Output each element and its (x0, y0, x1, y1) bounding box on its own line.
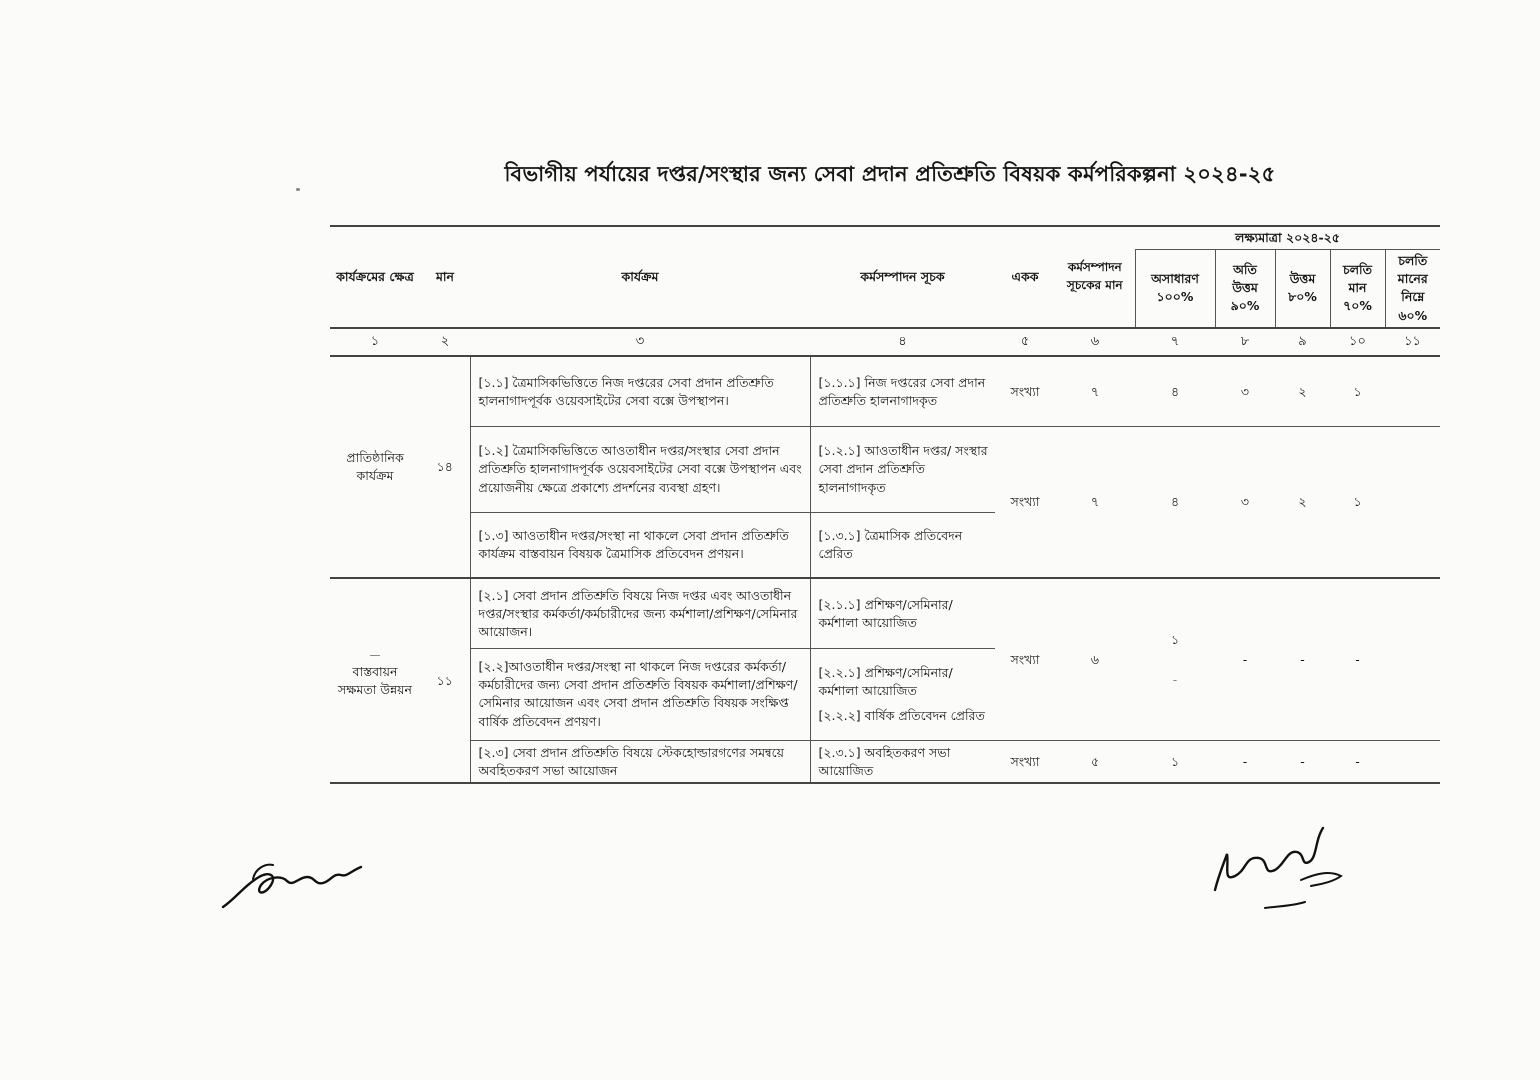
target-90-cell: - (1242, 651, 1248, 667)
target-60-cell (1385, 356, 1440, 426)
activity-cell: [২.১] সেবা প্রদান প্রতিশ্রুতি বিষয়ে নিজ দপ্তর এবং আওতাধীন দপ্তর/সংস্থার কর্মকর্তা/কর্মচারীদের জন্য কর্মশালা/প্রশিক্ষণ/সেমিনার আয়োজন। (470, 578, 810, 648)
header-indicator: কর্মসম্পাদন সূচক (860, 268, 945, 284)
col-number: ৭ (1170, 333, 1180, 349)
header-good: উত্তম ৮০% (1275, 250, 1330, 328)
indicator-weight-cell: ৭ (1055, 426, 1135, 578)
col-number: ৬ (1090, 333, 1100, 349)
table-row (330, 356, 1440, 426)
signature-left (215, 855, 375, 915)
area-cell: প্রাতিষ্ঠানিক কার্যক্রম (346, 450, 404, 484)
target-90-cell: ৩ (1240, 383, 1250, 399)
target-80-cell: ২ (1298, 383, 1307, 399)
table-row (330, 740, 1440, 782)
table-row (330, 426, 1440, 512)
col-number: ১ (370, 333, 380, 349)
target-70-cell: ১ (1353, 383, 1362, 399)
paper-speck (296, 188, 300, 191)
header-fair: চলতি মান ৭০% (1330, 250, 1385, 328)
header-weight: মান (435, 268, 455, 284)
target-60-cell (1385, 426, 1440, 578)
col-number: ১১ (1404, 333, 1421, 349)
header-area: কার্যক্রমের ক্ষেত্র (336, 268, 414, 284)
target-80-cell: ২ (1275, 426, 1330, 578)
header-excellent: অসাধারণ ১০০% (1135, 250, 1215, 328)
weight-cell: ১৪ (436, 459, 453, 475)
page-title: বিভাগীয় পর্যায়ের দপ্তর/সংস্থার জন্য সেবা প্রদান প্রতিশ্রুতি বিষয়ক কর্মপরিকল্পনা ২০২৪-২৫ (504, 162, 1276, 186)
area-cell: বাস্তবায়ন সক্ষমতা উন্নয়ন (338, 663, 412, 697)
indicator-weight-cell: ৫ (1055, 740, 1135, 782)
indicator-cell: [১.২.১] আওতাধীন দপ্তর/ সংস্থার সেবা প্রদান প্রতিশ্রুতি হালনাগাদকৃত (810, 426, 995, 512)
unit-cell: সংখ্যা (1010, 383, 1040, 399)
activity-cell: [১.১] ত্রৈমাসিকভিত্তিতে নিজ দপ্তরের সেবা প্রদান প্রতিশ্রুতি হালনাগাদপূর্বক ওয়েবসাইটের সেবা বক্সে উপস্থাপন। (470, 356, 810, 426)
col-number: ৪ (898, 333, 907, 349)
col-number: ৯ (1298, 333, 1307, 349)
indicator-weight-cell: ৬ (1090, 651, 1100, 667)
target-80-cell: - (1300, 651, 1305, 667)
paper-speck (370, 655, 380, 656)
activity-cell: [২.৩] সেবা প্রদান প্রতিশ্রুতি বিষয়ে স্টেকহোল্ডারগণের সমন্বয়ে অবহিতকরণ সভা আয়োজন (470, 740, 810, 782)
activity-cell: [১.৩] আওতাধীন দপ্তর/সংস্থা না থাকলে সেবা প্রদান প্রতিশ্রুতি কার্যক্রম বাস্তবায়ন বিষয়ক ত্রৈমাসিক প্রতিবেদন প্রণয়ন। (470, 512, 810, 578)
col-number: ২ (440, 333, 450, 349)
activity-cell: [১.২] ত্রৈমাসিকভিত্তিতে আওতাধীন দপ্তর/সংস্থার সেবা প্রদান প্রতিশ্রুতি হালনাগাদপূর্বক ওয়েবসাইটের সেবা বক্সে উপস্থাপন এবং প্রয়োজনীয় ক্ষেত্রে প্রকাশ্যে প্রদর্শনের ব্যবস্থা গ্রহণ। (470, 426, 810, 512)
column-number-row (330, 328, 1440, 357)
header-row (330, 227, 1440, 250)
header-activity: কার্যক্রম (621, 268, 659, 284)
indicator-line: [২.২.২] বার্ষিক প্রতিবেদন প্রেরিত (818, 707, 985, 723)
unit-cell: সংখ্যা (1010, 651, 1040, 667)
indicator-cell: [২.৩.১] অবহিতকরণ সভা আয়োজিত (810, 740, 995, 782)
signature-right (1205, 820, 1355, 915)
target-80-cell: - (1275, 740, 1330, 782)
target-90-cell: ৩ (1215, 426, 1275, 578)
target-60-cell (1385, 740, 1440, 782)
indicator-weight-cell: ৭ (1090, 383, 1100, 399)
indicator-cell (810, 648, 995, 740)
target-100-cell: ৪ (1135, 426, 1215, 578)
header-indicator-weight: কর্মসম্পাদন সূচকের মান (1066, 260, 1123, 292)
col-number: ১০ (1349, 333, 1366, 349)
col-number: ৩ (635, 333, 645, 349)
header-target: লক্ষ্যমাত্রা ২০২৪-২৫ (1135, 227, 1440, 250)
indicator-cell: [১.১.১] নিজ দপ্তরের সেবা প্রদান প্রতিশ্রুতি হালনাগাদকৃত (810, 356, 995, 426)
target-100-value: ১ (1170, 631, 1180, 647)
target-70-cell: - (1330, 740, 1385, 782)
target-100-extra: - (1172, 671, 1178, 687)
header-below-fair: চলতি মানের নিম্নে ৬০% (1385, 250, 1440, 328)
table-row (330, 578, 1440, 648)
target-100-cell: ৪ (1170, 383, 1180, 399)
indicator-cell: [২.১.১] প্রশিক্ষণ/সেমিনার/ কর্মশালা আয়োজিত (810, 578, 995, 648)
col-number: ৮ (1240, 333, 1250, 349)
col-number: ৫ (1020, 333, 1030, 349)
weight-cell: ১১ (436, 672, 453, 688)
target-100-cell: ১ (1135, 740, 1215, 782)
target-70-cell: ১ (1330, 426, 1385, 578)
indicator-cell: [১.৩.১] ত্রৈমাসিক প্রতিবেদন প্রেরিত (810, 512, 995, 578)
unit-cell: সংখ্যা (995, 426, 1055, 578)
target-60-cell (1385, 578, 1440, 740)
target-70-cell: - (1355, 651, 1360, 667)
target-90-cell: - (1215, 740, 1275, 782)
header-unit: একক (1011, 268, 1039, 284)
header-very-good: অতি উত্তম ৯০% (1215, 250, 1275, 328)
unit-cell: সংখ্যা (995, 740, 1055, 782)
indicator-line: [২.২.১] প্রশিক্ষণ/সেমিনার/ কর্মশালা আয়োজিত (818, 665, 953, 699)
activity-cell: [২.২]আওতাধীন দপ্তর/সংস্থা না থাকলে নিজ দপ্তরের কর্মকর্তা/কর্মচারীদের জন্য সেবা প্রদান প্রতিশ্রুতি বিষয়ক কর্মশালা/প্রশিক্ষণ/সেমিনার আয়োজন এবং সেবা প্রদান প্রতিশ্রুতি বিষয়ক সংক্ষিপ্ত বার্ষিক প্রতিবেদন প্রণয়ণ। (470, 648, 810, 740)
action-plan-table (330, 225, 1440, 784)
target-100-cell (1135, 578, 1215, 740)
